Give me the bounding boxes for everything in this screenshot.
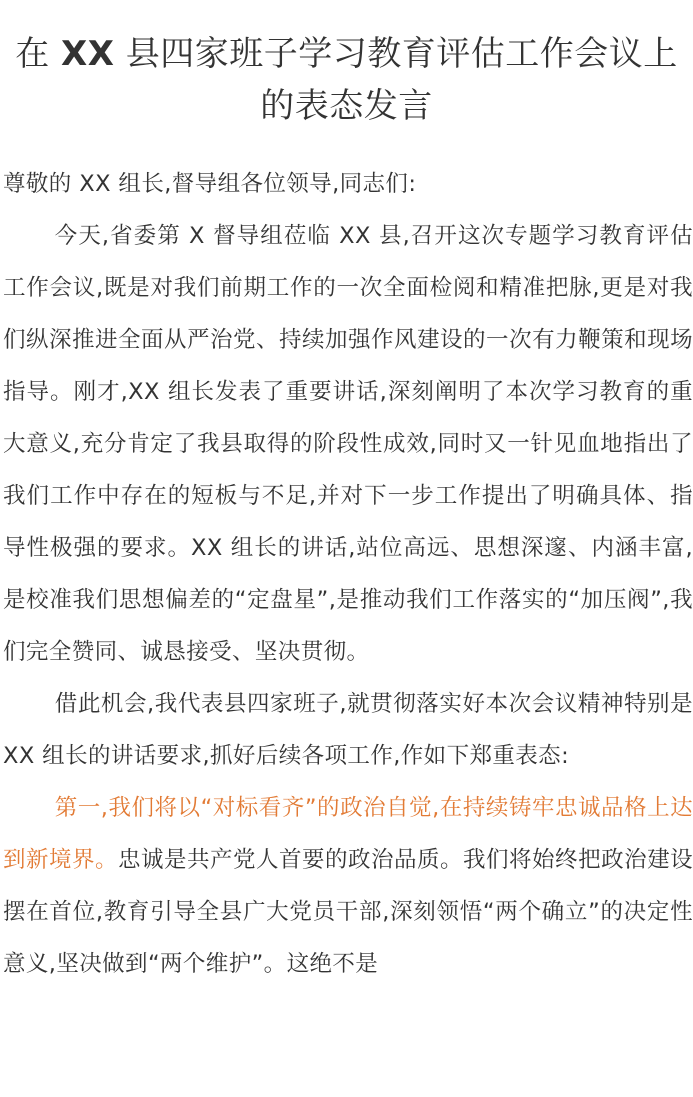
page-title (0, 0, 693, 132)
first-point-text: 忠诚是共产党人首要的政治品质。我们将始终把政治建设摆在首位,教育引导全县广大党员干部,深刻领悟“两个确立”的决定性意义,坚决做到“两个维护”。这绝不是 (3, 847, 693, 977)
paragraph-statement-intro: 借此机会,我代表县四家班子,就贯彻落实好本次会议精神特别是 XX 组长的讲话要求,抓好后续各项工作,作如下郑重表态: (3, 691, 693, 769)
paragraph-first-point (3, 782, 693, 990)
title-prefix: 在 (15, 34, 62, 74)
greeting-line: 尊敬的 XX 组长,督导组各位领导,同志们: (3, 171, 417, 197)
article-body (3, 158, 693, 990)
paragraph-opening: 今天,省委第 X 督导组莅临 XX 县,召开这次专题学习教育评估工作会议,既是对我们前期工作的一次全面检阅和精准把脉,更是对我们纵深推进全面从严治党、持续加强作风建设的一次有力鞭策和现场指导。刚才,XX 组长发表了重要讲话,深刻阐明了本次学习教育的重大意义,充分肯定了我县取得的阶段性成效,同时又一针见血地指出了我们工作中存在的短板与不足,并对下一步工作提出了明确具体、指导性极强的要求。XX 组长的讲话,站位高远、思想深邃、内涵丰富,是校准我们思想偏差的“定盘星”,是推动我们工作落实的“加压阀”,我们完全赞同、诚恳接受、坚决贯彻。 (3, 223, 693, 665)
first-point-heading: 第一,我们将以“对标看齐”的政治自觉,在持续铸牢忠诚品格上达到新境界。 (3, 795, 693, 873)
title-bold-xx: XX (61, 34, 115, 74)
title-rest: 县四家班子学习教育评估工作会议上的表态发言 (114, 34, 678, 126)
